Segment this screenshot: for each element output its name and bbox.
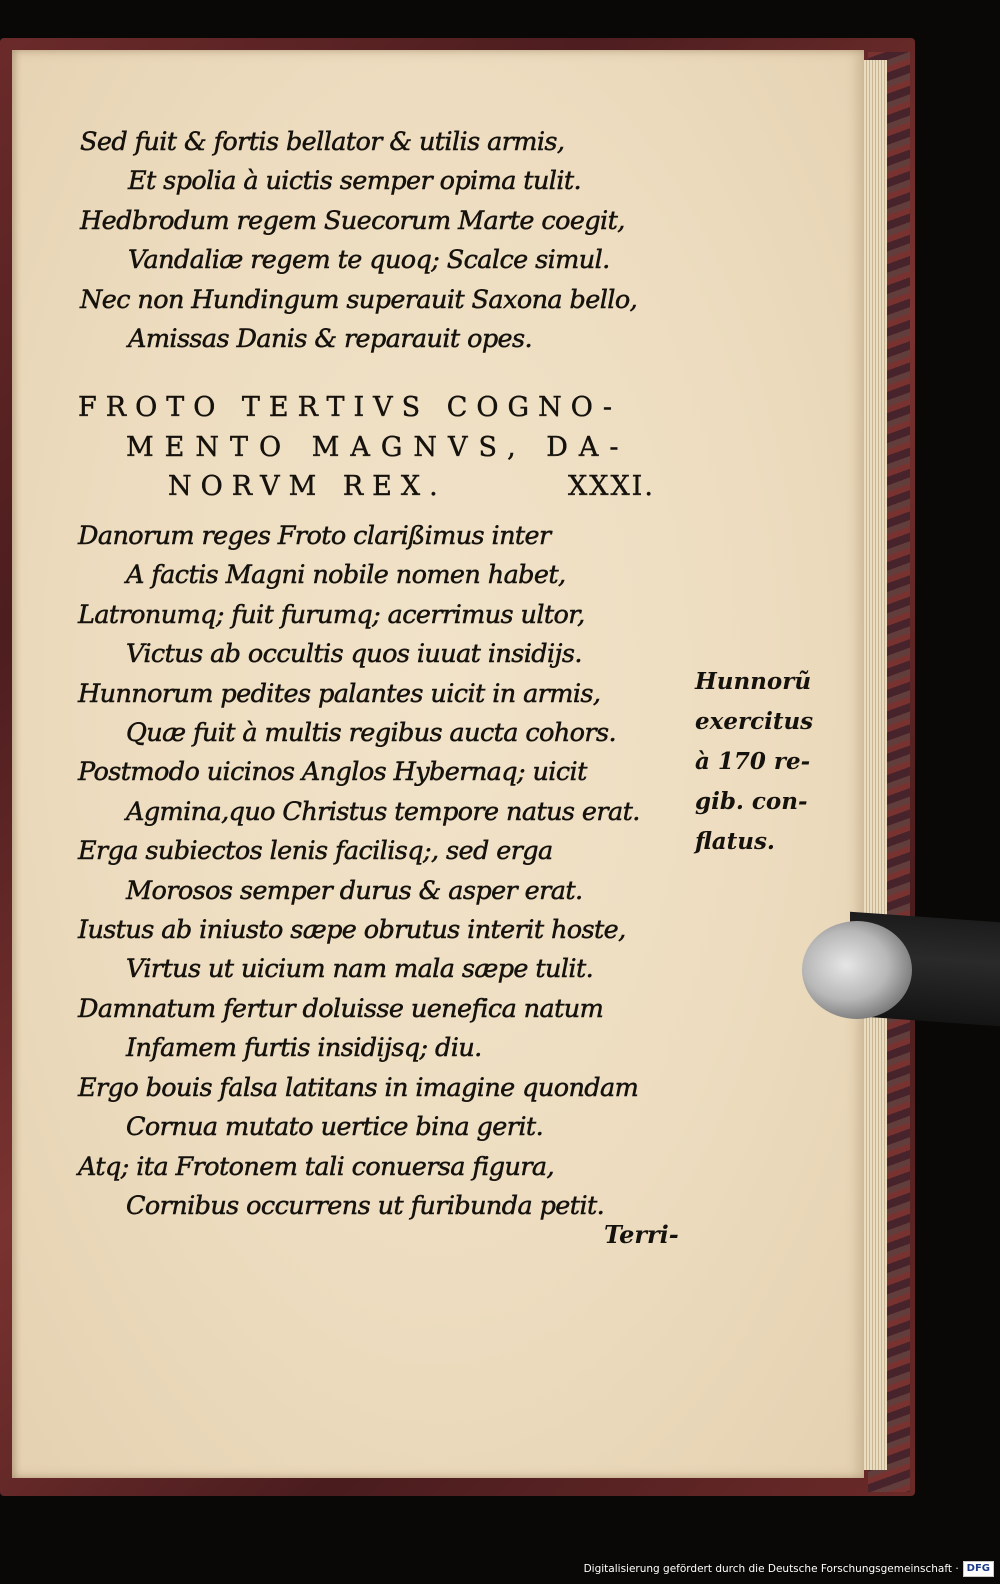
margin-note-line: à 170 re-	[695, 748, 811, 775]
margin-note	[695, 662, 835, 862]
margin-note-line: Hunnorũ	[695, 668, 812, 695]
verse-line: Erga subiectos lenis facilisq;, sed erga	[78, 836, 553, 867]
heading-line-3-text: NORVM REX.	[168, 471, 447, 502]
verse-stanza-2	[78, 517, 640, 1226]
verse-line: Nec non Hundingum superauit Saxona bello,	[80, 284, 638, 315]
verse-line: Cornua mutato uertice bina gerit.	[126, 1112, 544, 1143]
verse-line: Ergo bouis falsa latitans in imagine quondam	[78, 1072, 639, 1103]
clip-knob	[802, 921, 912, 1019]
verse-line: Amissas Danis & reparauit opes.	[128, 324, 533, 355]
margin-note-line: gib. con-	[695, 788, 808, 815]
section-heading	[78, 388, 698, 507]
verse-line: Atq; ita Frotonem tali conuersa figura,	[78, 1151, 555, 1182]
verse-line: Sed fuit & fortis bellator & utilis armis,	[80, 127, 565, 157]
margin-note-line: flatus.	[695, 828, 775, 855]
verse-line: Danorum reges Froto clarißimus inter	[78, 521, 551, 551]
verse-line: Morosos semper durus & asper erat.	[126, 875, 583, 906]
verse-line: Cornibus occurrens ut furibunda petit.	[126, 1190, 605, 1221]
verse-stanza-1	[80, 123, 637, 359]
verse-line: Iustus ab iniusto sæpe obrutus interit hoste,	[78, 915, 626, 946]
verse-line: Hedbrodum regem Suecorum Marte coegit,	[80, 205, 625, 236]
verse-line: Et spolia à uictis semper opima tulit.	[128, 166, 582, 197]
page-clip	[800, 915, 1000, 1033]
heading-line-1: FROTO TERTIVS COGNO-	[78, 392, 621, 423]
verse-line: Victus ab occultis quos iuuat insidijs.	[126, 639, 582, 670]
verse-line: Quæ fuit à multis regibus aucta cohors.	[126, 718, 616, 749]
verse-line: Infamem furtis insidijsq; diu.	[126, 1033, 482, 1064]
footer-text: Digitalisierung gefördert durch die Deutsche Forschungsgemeinschaft ·	[583, 1563, 959, 1575]
verse-line: Latronumq; fuit furumq; acerrimus ultor,	[78, 599, 585, 630]
verse-line: Agmina,quo Christus tempore natus erat.	[126, 796, 640, 827]
catchword: Terri-	[604, 1220, 679, 1249]
margin-note-line: exercitus	[695, 708, 814, 735]
verse-line: A factis Magni nobile nomen habet,	[126, 560, 566, 591]
verse-line: Damnatum fertur doluisse uenefica natum	[78, 993, 604, 1024]
dfg-logo-icon: DFG	[963, 1561, 994, 1577]
dfg-footer	[584, 1560, 994, 1578]
verse-line: Hunnorum pedites palantes uicit in armis,	[78, 678, 601, 709]
verse-line: Vandaliæ regem te quoq; Scalce simul.	[128, 245, 610, 276]
heading-line-3	[78, 467, 698, 507]
king-number: XXXI.	[568, 471, 655, 502]
heading-line-2: MENTO MAGNVS, DA-	[126, 431, 630, 463]
verse-line: Postmodo uicinos Anglos Hybernaq; uicit	[78, 757, 587, 788]
verse-line: Virtus ut uicium nam mala sæpe tulit.	[126, 954, 594, 985]
